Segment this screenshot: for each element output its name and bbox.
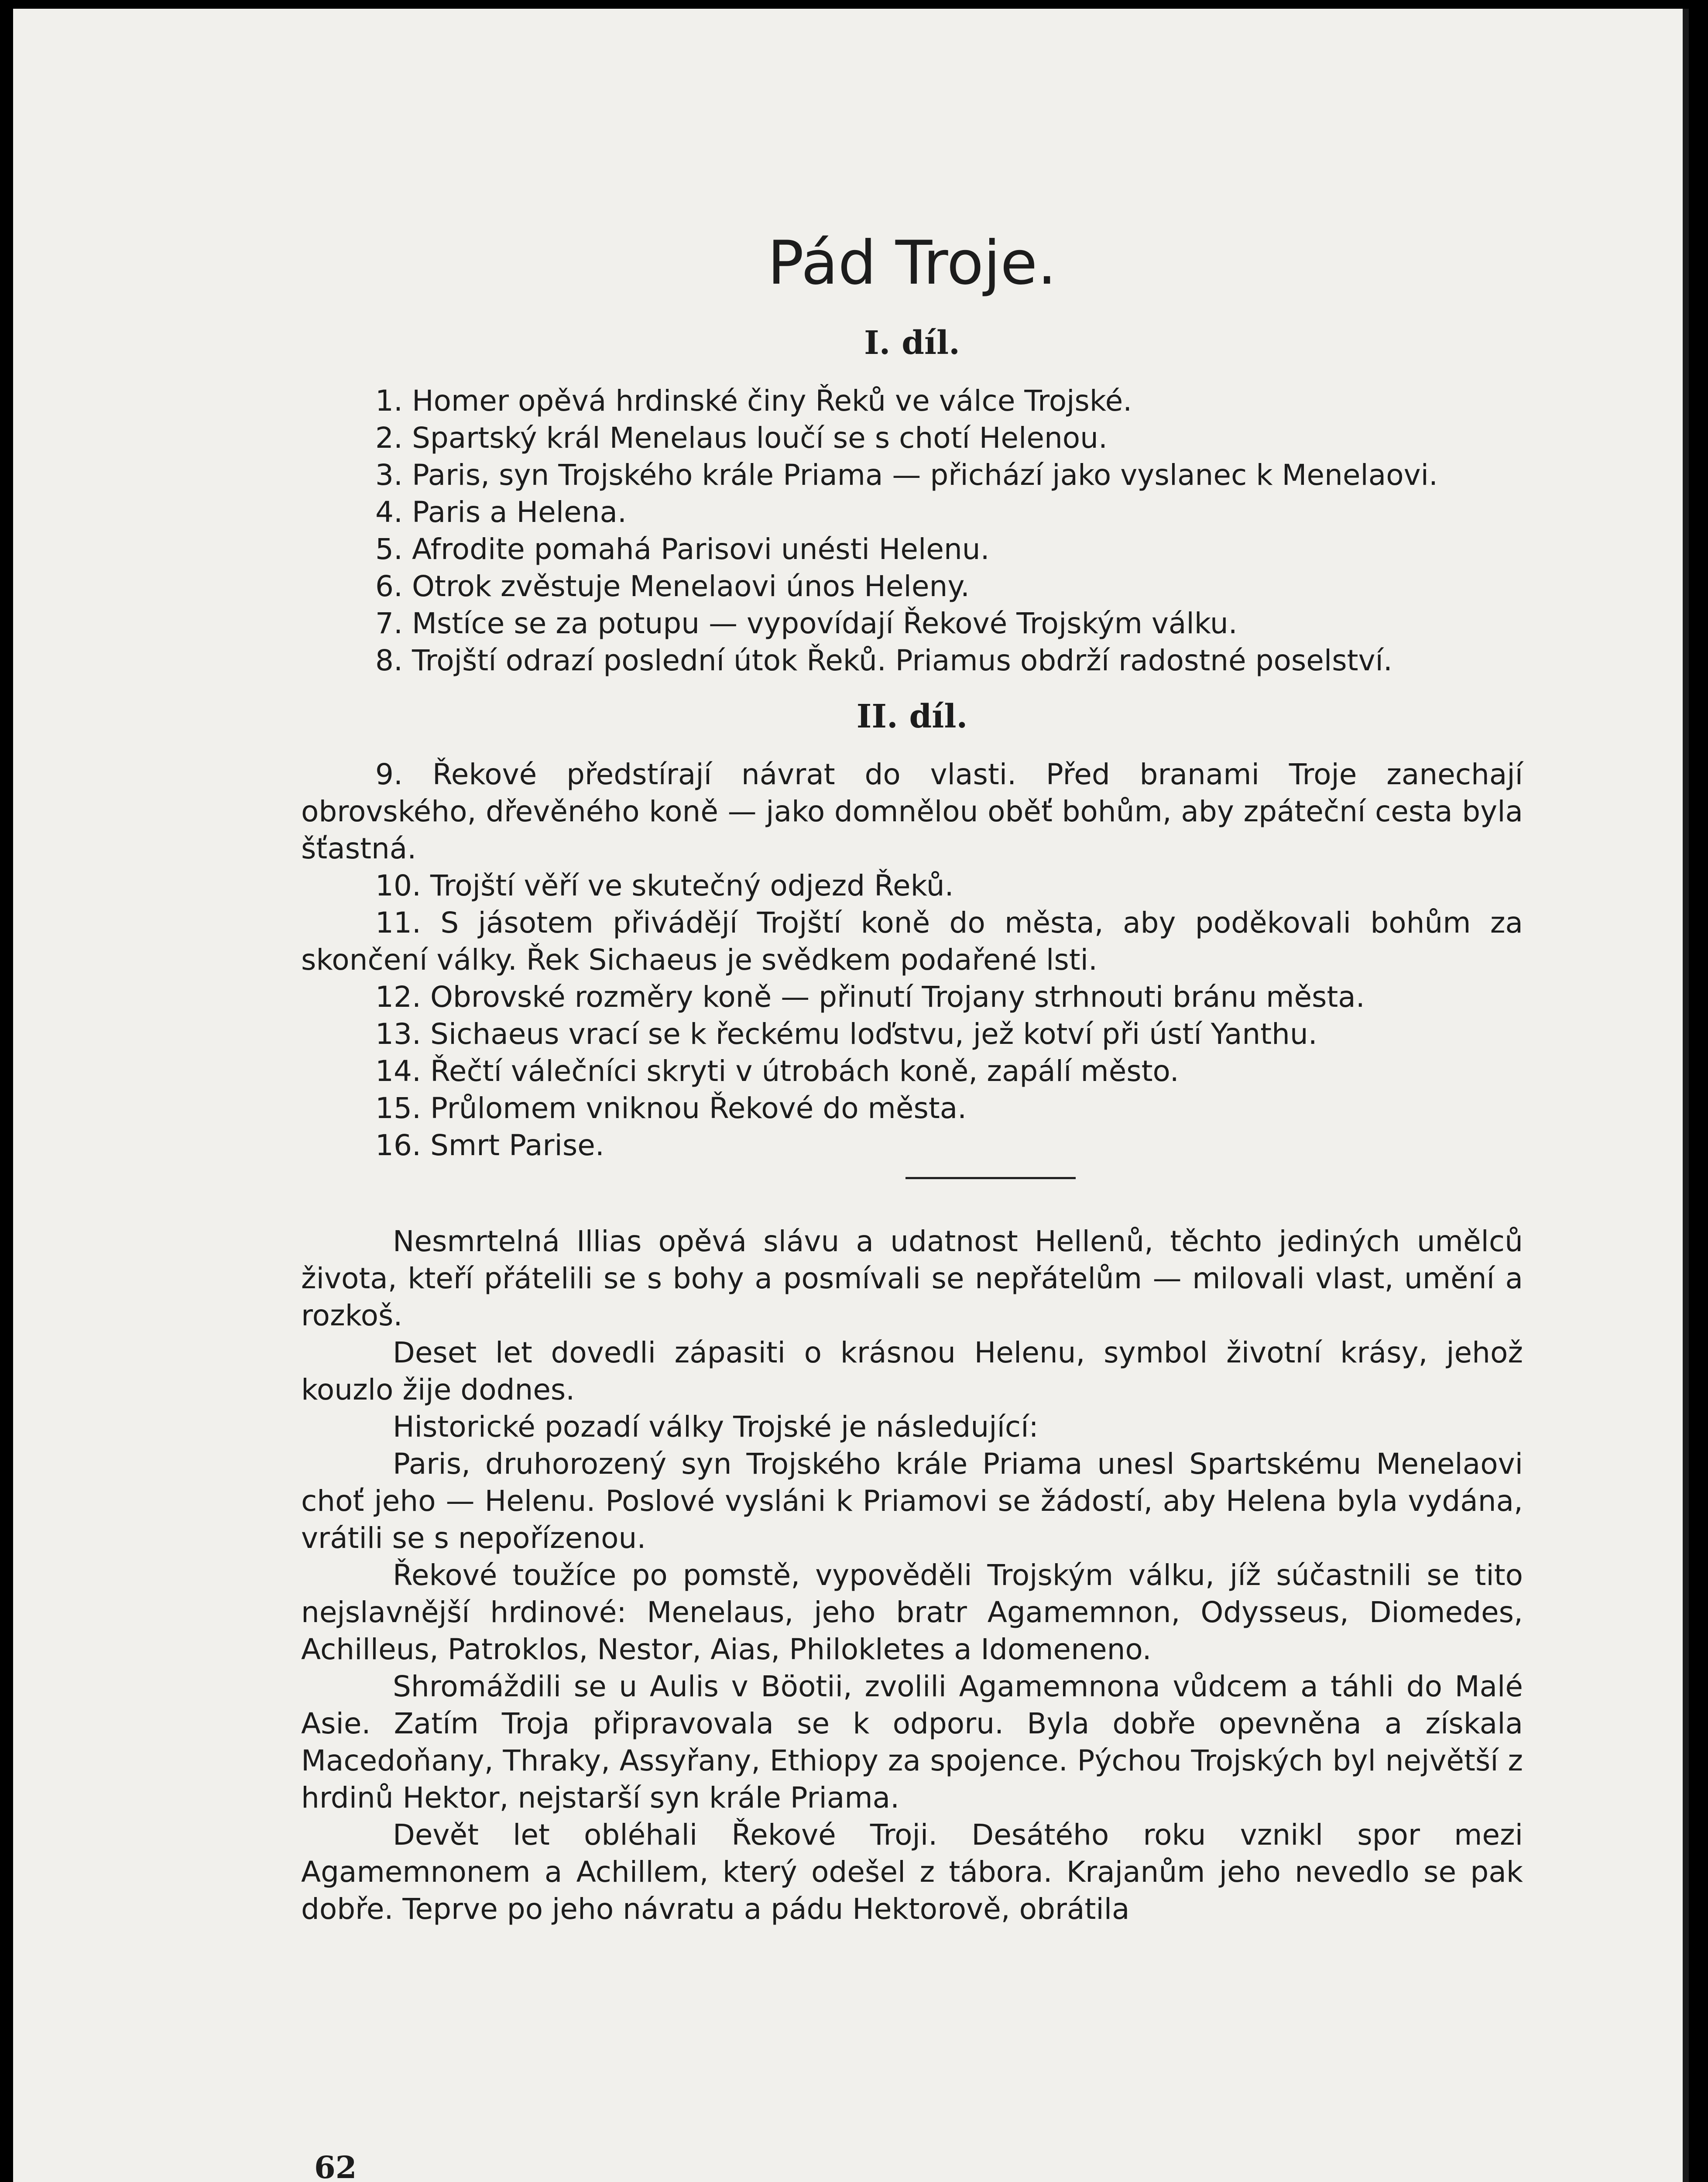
synopsis-item: 13. Sichaeus vrací se k řeckému loďstvu, jež kotví při ústí Yanthu. <box>375 1017 1317 1051</box>
part-two-synopsis <box>301 756 1523 1164</box>
prose-paragraph: Devět let obléhali Řekové Troji. Desátého roku vznikl spor mezi Agamemnonem a Achillem, který odešel z tábora. Krajanům jeho nevedlo se pak dobře. Teprve po jeho návratu a pádu Hektorově, obrátila <box>301 1818 1523 1926</box>
synopsis-item: 1. Homer opěvá hrdinské činy Řeků ve válce Trojské. <box>375 384 1132 418</box>
synopsis-item: 6. Otrok zvěstuje Menelaovi únos Heleny. <box>375 569 970 603</box>
page-content <box>301 227 1523 1928</box>
part-one-synopsis <box>301 382 1523 679</box>
synopsis-item: 14. Řečtí válečníci skryti v útrobách koně, zapálí město. <box>375 1054 1179 1088</box>
page-edge-shadow <box>1683 9 1689 2182</box>
synopsis-item: 4. Paris a Helena. <box>375 495 627 529</box>
prose-paragraph: Deset let dovedli zápasiti o krásnou Helenu, symbol životní krásy, jehož kouzlo žije dodnes. <box>301 1335 1523 1407</box>
synopsis-item: 12. Obrovské rozměry koně — přinutí Trojany strhnouti bránu města. <box>375 980 1365 1014</box>
synopsis-item: 5. Afrodite pomahá Parisovi unésti Helenu. <box>375 532 990 566</box>
synopsis-item: 10. Trojští věří ve skutečný odjezd Řeků. <box>375 868 954 902</box>
prose-paragraph: Řekové toužíce po pomstě, vypověděli Trojským válku, jíž súčastnili se tito nejslavnější hrdinové: Menelaus, jeho bratr Agamemnon, Odysseus, Diomedes, Achilleus, Patroklos, Nestor, Aias, Philokletes a Idomeneno. <box>301 1558 1523 1666</box>
prose-paragraph: Historické pozadí války Trojské je následující: <box>393 1410 1039 1444</box>
synopsis-item: 11. S jásotem přivádějí Trojští koně do města, aby poděkovali bohům za skončení války. Řek Sichaeus je svědkem podařené lsti. <box>301 906 1523 977</box>
page-number: 62 <box>314 2149 357 2182</box>
part-one-heading: I. díl. <box>864 324 960 362</box>
synopsis-item: 15. Průlomem vniknou Řekové do města. <box>375 1091 967 1125</box>
synopsis-item: 16. Smrt Parise. <box>375 1128 604 1162</box>
synopsis-item: 2. Spartský král Menelaus loučí se s chotí Helenou. <box>375 421 1108 455</box>
prose-paragraph: Shromáždili se u Aulis v Böotii, zvolili Agamemnona vůdcem a táhli do Malé Asie. Zatím Troja připravovala se k odporu. Byla dobře opevněna a získala Macedoňany, Thraky, Assyřany, Ethiopy za spojence. Pýchou Trojských byl největší z hrdinů Hektor, nejstarší syn krále Priama. <box>301 1669 1523 1815</box>
prose-paragraph: Nesmrtelná Illias opěvá slávu a udatnost Hellenů, těchto jediných umělců života, kteří přátelili se s bohy a posmívali se nepřátelům — milovali vlast, umění a rozkoš. <box>301 1224 1523 1332</box>
section-divider <box>905 1177 1076 1179</box>
synopsis-item: 7. Mstíce se za potupu — vypovídají Řekové Trojským válku. <box>375 606 1238 640</box>
synopsis-item: 8. Trojští odrazí poslední útok Řeků. Priamus obdrží radostné poselství. <box>375 643 1392 677</box>
part-two-heading: II. díl. <box>856 697 968 735</box>
prose-section <box>301 1223 1523 1928</box>
synopsis-item: 3. Paris, syn Trojského krále Priama — přichází jako vyslanec k Menelaovi. <box>375 458 1438 492</box>
prose-paragraph: Paris, druhorozený syn Trojského krále Priama unesl Spartskému Menelaovi choť jeho — Helenu. Poslové vysláni k Priamovi se žádostí, aby Helena byla vydána, vrátili se s nepořízenou. <box>301 1447 1523 1555</box>
synopsis-item: 9. Řekové předstírají návrat do vlasti. Před branami Troje zanechají obrovského, dřevěného koně — jako domnělou oběť bohům, aby zpáteční cesta byla šťastná. <box>301 757 1523 865</box>
page-title: Pád Troje. <box>767 228 1057 298</box>
book-page <box>13 9 1689 2182</box>
